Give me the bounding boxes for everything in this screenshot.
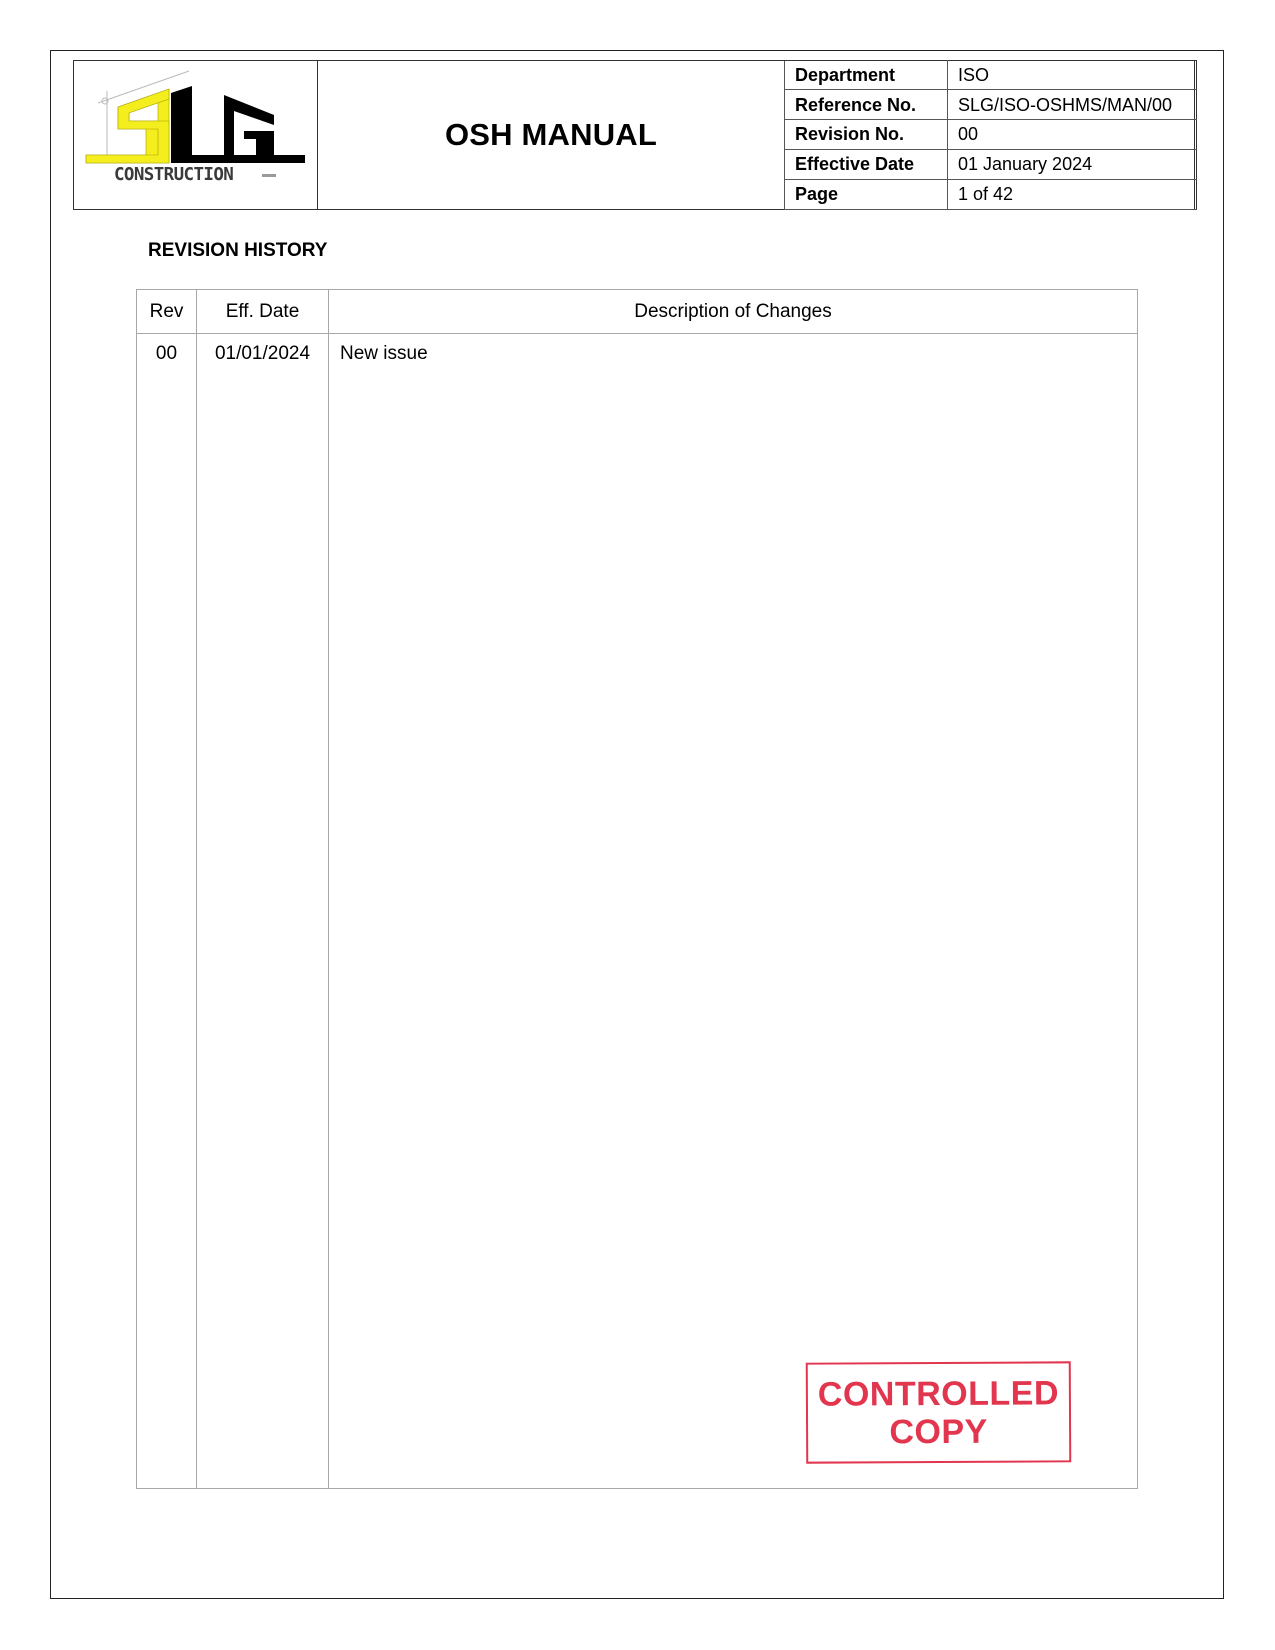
info-value: SLG/ISO-OSHMS/MAN/00 — [948, 90, 1197, 120]
slg-construction-logo-icon — [74, 61, 318, 209]
info-row-reference — [785, 90, 1197, 120]
info-value: 00 — [948, 120, 1197, 150]
info-row-department — [785, 60, 1197, 90]
column-header-description: Description of Changes — [329, 290, 1138, 334]
column-header-eff-date: Eff. Date — [197, 290, 329, 334]
info-label: Effective Date — [785, 149, 948, 179]
controlled-copy-stamp — [806, 1361, 1072, 1463]
stamp-line-1: CONTROLLED — [817, 1374, 1060, 1414]
cell-description: New issue — [329, 334, 1138, 1489]
info-label: Revision No. — [785, 120, 948, 150]
document-header — [73, 60, 1195, 210]
logo-wordmark: CONSTRUCTION — [114, 165, 234, 185]
cell-rev: 00 — [137, 334, 197, 1489]
info-value: 1 of 42 — [948, 179, 1197, 209]
info-row-effective-date — [785, 149, 1197, 179]
document-info-table — [784, 60, 1197, 210]
info-label: Reference No. — [785, 90, 948, 120]
title-cell — [318, 61, 784, 209]
revision-history-table — [136, 289, 1138, 1489]
cell-eff-date: 01/01/2024 — [197, 334, 329, 1489]
column-header-rev: Rev — [137, 290, 197, 334]
info-label: Department — [785, 60, 948, 90]
logo-cell — [74, 61, 318, 209]
stamp-line-2: COPY — [889, 1412, 988, 1452]
info-label: Page — [785, 179, 948, 209]
info-row-revision — [785, 120, 1197, 150]
info-value: ISO — [948, 60, 1197, 90]
table-header-row — [137, 290, 1138, 334]
table-row — [137, 334, 1138, 1489]
document-title: OSH MANUAL — [444, 117, 658, 152]
info-value: 01 January 2024 — [948, 149, 1197, 179]
info-row-page — [785, 179, 1197, 209]
revision-history-heading: REVISION HISTORY — [148, 240, 328, 261]
